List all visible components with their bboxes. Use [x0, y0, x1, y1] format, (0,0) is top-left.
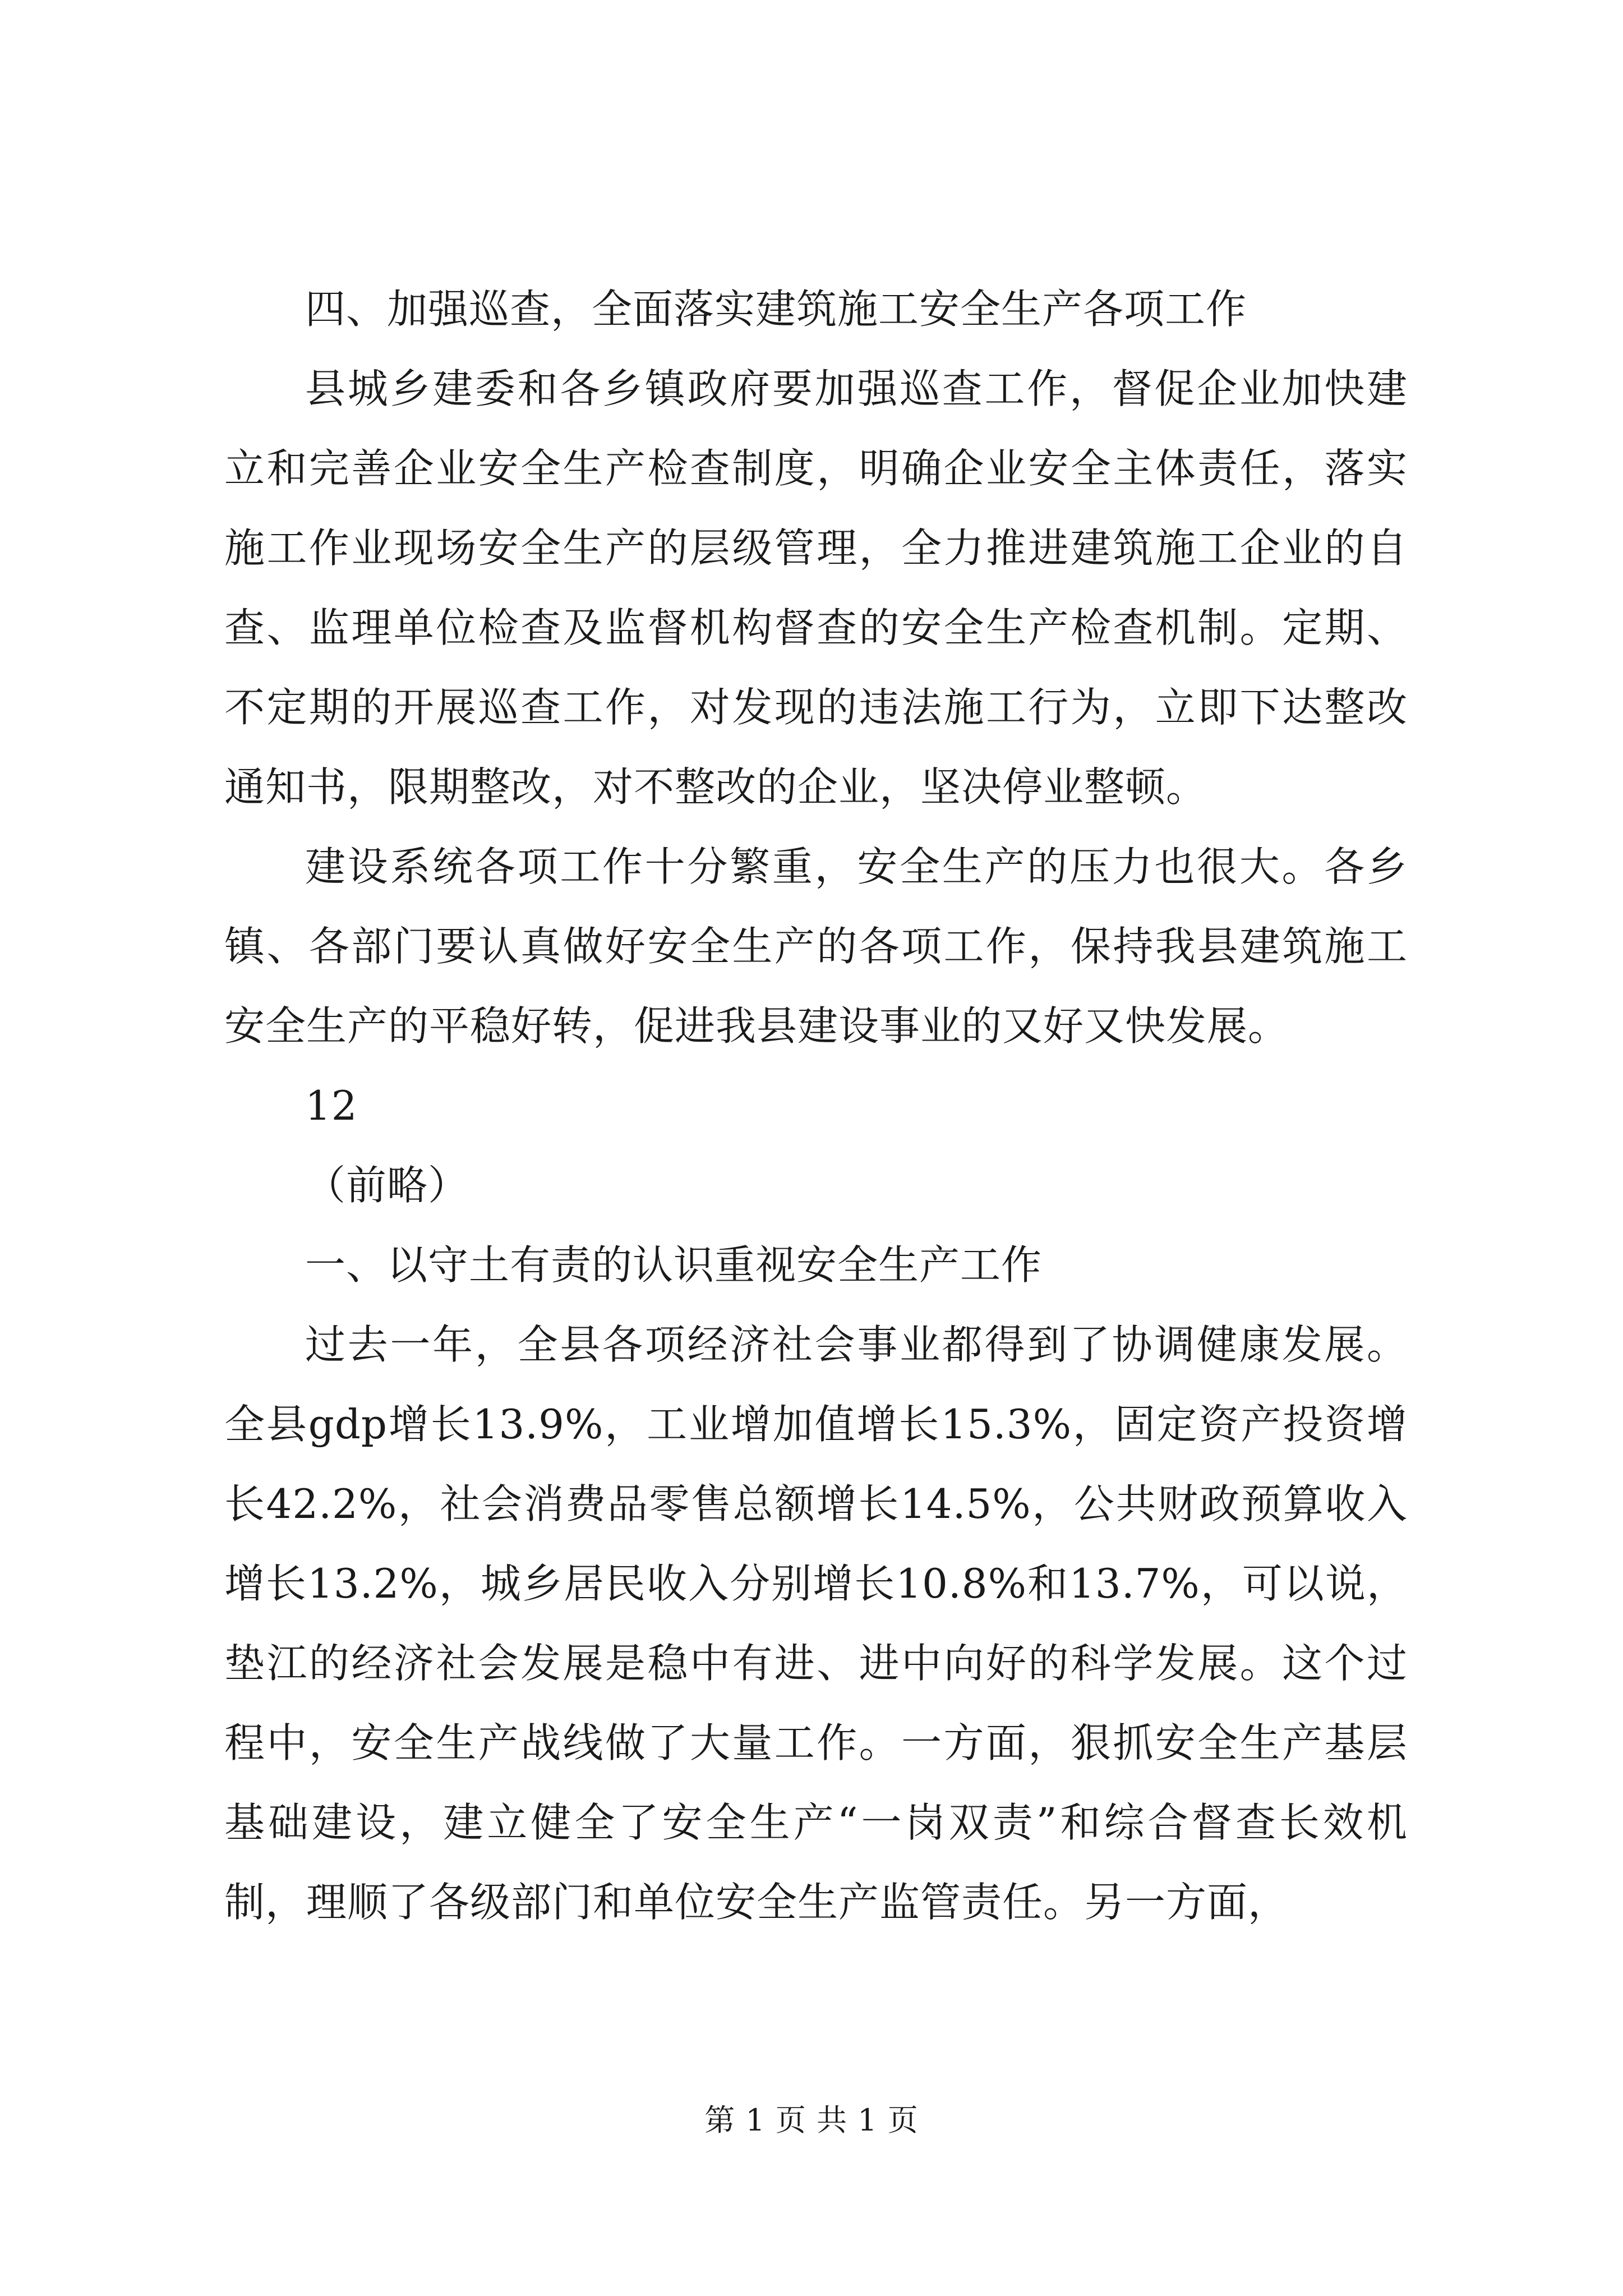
document-body: [224, 269, 1408, 1942]
page-number-marker: 12: [305, 1082, 358, 1129]
page-footer: 第 1 页 共 1 页: [704, 2102, 919, 2138]
body-paragraph: 县城乡建委和各乡镇政府要加强巡查工作，督促企业加快建立和完善企业安全生产检查制度，明确企业安全主体责任，落实施工作业现场安全生产的层级管理，全力推进建筑施工企业的自查、监理单位检查及监督机构督查的安全生产检查机制。定期、不定期的开展巡查工作，对发现的违法施工行为，立即下达整改通知书，限期整改，对不整改的企业，坚决停业整顿。: [224, 365, 1408, 811]
section-heading-4: 四、加强巡查，全面落实建筑施工安全生产各项工作: [305, 286, 1247, 333]
body-paragraph: 建设系统各项工作十分繁重，安全生产的压力也很大。各乡镇、各部门要认真做好安全生产的各项工作，保持我县建筑施工安全生产的平稳好转，促进我县建设事业的又好又快发展。: [224, 843, 1408, 1050]
section-heading-1: 一、以守土有责的认识重视安全生产工作: [305, 1241, 1043, 1289]
body-paragraph: 过去一年，全县各项经济社会事业都得到了协调健康发展。全县gdp增长13.9%，工业增加值增长15.3%，固定资产投资增长42.2%，社会消费品零售总额增长14.5%，公共财政预算收入增长13.2%，城乡居民收入分别增长10.8%和13.7%，可以说，垫江的经济社会发展是稳中有进、进中向好的科学发展。这个过程中，安全生产战线做了大量工作。一方面，狠抓安全生产基层基础建设，建立健全了安全生产“一岗双责”和综合督查长效机制，理顺了各级部门和单位安全生产监管责任。另一方面，: [224, 1321, 1408, 1926]
omission-note: （前略）: [305, 1162, 469, 1209]
